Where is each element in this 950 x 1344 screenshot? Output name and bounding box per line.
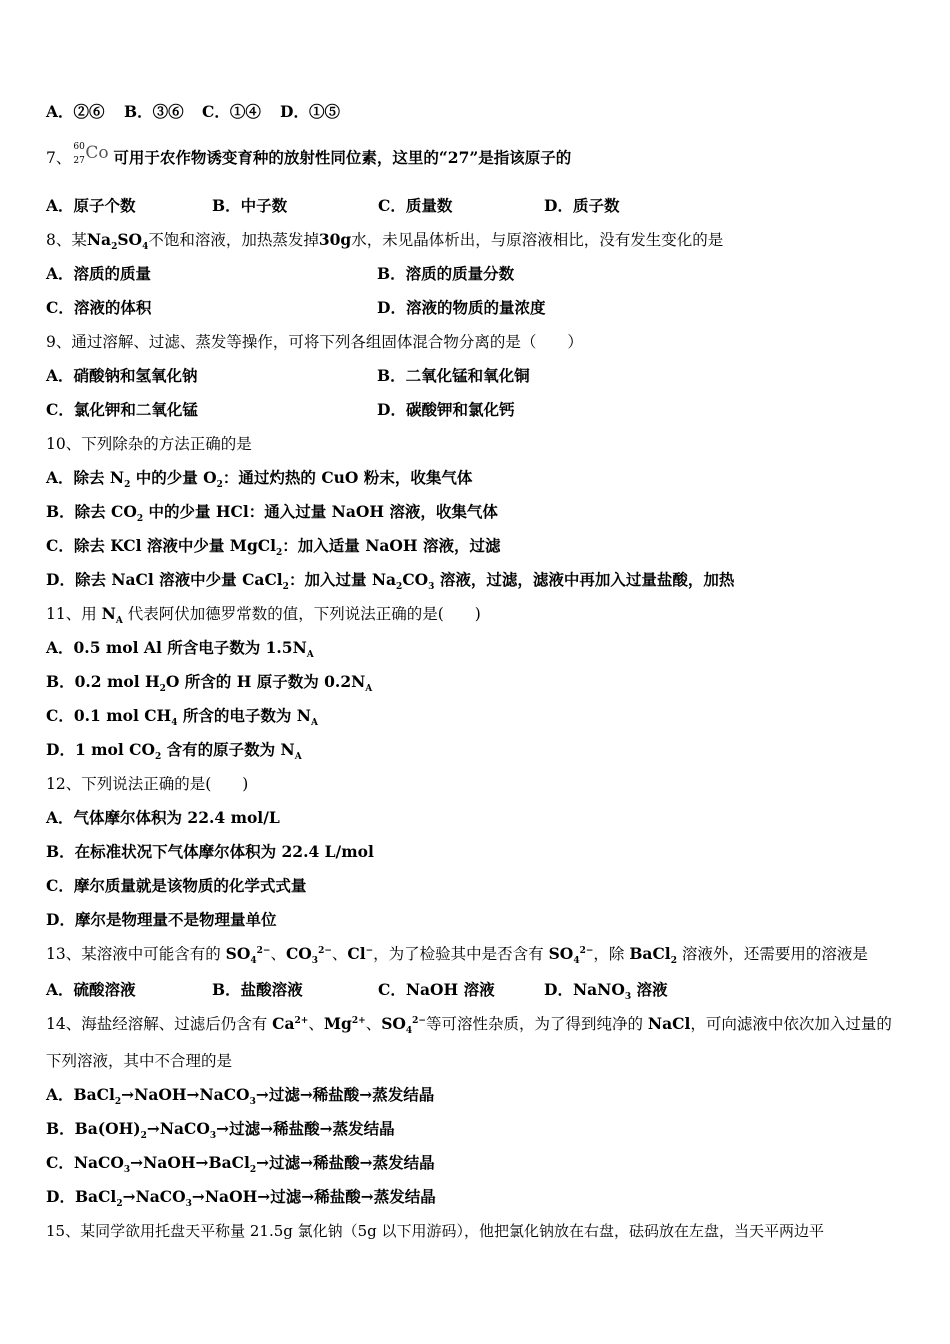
- q7-number: 7、: [46, 149, 72, 167]
- q7-option-a: A．原子个数: [46, 196, 136, 215]
- question-8: [46, 230, 724, 253]
- q8-option-b: B．溶质的质量分数: [377, 264, 515, 283]
- q14-option-b: B．$Ba(OH)_2\to NaCO_3\to$过滤→稀盐酸→蒸发结晶: [46, 1119, 395, 1142]
- question-12: 12、下列说法正确的是( ): [46, 775, 249, 793]
- q9-options-row2: [46, 400, 514, 420]
- q8-formula: $Na_2SO_4$: [86, 230, 149, 253]
- q9-option-a: A．硝酸钠和氢氧化钠: [46, 366, 198, 385]
- q10-option-c: C．除去 KCl 溶液中少量 MgCl$_2$：加入适量 NaOH 溶液，过滤: [46, 536, 501, 559]
- q12-option-a: A．气体摩尔体积为 22.4 mol/L: [46, 808, 280, 827]
- q11-option-a: A．0.5 mol Al 所含电子数为 $1.5N_A$: [46, 638, 314, 661]
- q14-option-a: A．BaCl$_2$→NaOH→NaCO$_3$→过滤→稀盐酸→蒸发结晶: [46, 1085, 435, 1108]
- q6-option-a: A．②⑥: [46, 102, 105, 121]
- q13-option-d: D．NaNO$_3$ 溶液: [544, 980, 668, 1003]
- q12-option-c: C．摩尔质量就是该物质的化学式式量: [46, 876, 307, 895]
- q14-option-d: D．BaCl$_2$→NaCO$_3$→NaOH→过滤→稀盐酸→蒸发结晶: [46, 1187, 436, 1210]
- q7-text: 可用于农作物诱变育种的放射性同位素，这里的“27”是指该原子的: [113, 148, 572, 167]
- question-13: 13、某溶液中可能含有的 $SO_4^{2-}$、$CO_3^{2-}$、Cl−，为了检验其中是否含有 $SO_4^{2-}$，除 BaCl$_2$ 溶液外，还需要用的溶液是: [46, 944, 868, 967]
- q11-option-b: B．0.2 mol $H_2O$ 所含的 H 原子数为 $0.2N_A$: [46, 672, 373, 695]
- q7-options: [46, 196, 619, 216]
- q9-option-b: B．二氧化锰和氧化铜: [377, 366, 530, 385]
- question-14: 14、海盐经溶解、过滤后仍含有 $Ca^{2+}$、$Mg^{2+}$、$SO_4^{2-}$等可溶性杂质，为了得到纯净的 NaCl，可向滤液中依次加入过量的: [46, 1014, 892, 1037]
- q10-option-b: B．除去 $CO_2$ 中的少量 HCl：通入过量 NaOH 溶液，收集气体: [46, 502, 498, 525]
- q13-option-a: A．硫酸溶液: [46, 980, 136, 999]
- q10-option-d: D．除去 NaCl 溶液中少量 CaCl$_2$：加入过量 $Na_2CO_3$ 溶液，过滤，滤液中再加入过量盐酸，加热: [46, 570, 735, 593]
- q9-option-c: C．氯化钾和二氧化锰: [46, 400, 198, 419]
- q8-options-row1: [46, 264, 514, 284]
- q14-option-c: C．NaCO$_3$→NaOH→BaCl$_2$→过滤→稀盐酸→蒸发结晶: [46, 1153, 435, 1176]
- q13-option-c: C．NaOH 溶液: [378, 980, 495, 999]
- q7-atomic-number: 27: [73, 156, 85, 166]
- q8-text: 不饱和溶液，加热蒸发掉: [148, 231, 319, 249]
- cobalt-nuclide: [71, 142, 113, 169]
- q13-option-b: B．盐酸溶液: [212, 980, 303, 999]
- question-14-cont: 下列溶液，其中不合理的是: [46, 1052, 233, 1070]
- q8-option-d: D．溶液的物质的量浓度: [377, 298, 546, 317]
- q12-option-d: D．摩尔是物理量不是物理量单位: [46, 910, 277, 929]
- q8-option-a: A．溶质的质量: [46, 264, 152, 283]
- q10-option-a: A．除去 $N_2$ 中的少量 $O_2$：通过灼热的 CuO 粉末，收集气体: [46, 468, 473, 491]
- q11-option-d: D．1 mol $CO_2$ 含有的原子数为 $N_A$: [46, 740, 302, 763]
- q7-option-b: B．中子数: [212, 196, 288, 215]
- q7-mass-number: 60: [73, 142, 85, 152]
- q7-option-c: C．质量数: [378, 196, 453, 215]
- q6-option-b: B．③⑥: [124, 102, 184, 121]
- q7-option-d: D．质子数: [544, 196, 620, 215]
- q8-option-c: C．溶液的体积: [46, 298, 152, 317]
- question-9: 9、通过溶解、过滤、蒸发等操作，可将下列各组固体混合物分离的是（ ）: [46, 333, 583, 351]
- q8-mass: 30g: [318, 230, 352, 249]
- q9-options-row1: [46, 366, 530, 386]
- question-7: [46, 142, 572, 169]
- q7-element-symbol: Co: [85, 143, 109, 163]
- q13-options: [46, 980, 668, 1003]
- q6-option-d: D．①⑤: [280, 102, 340, 121]
- q8-prefix: 8、某: [46, 231, 87, 249]
- q6-option-c: C．①④: [202, 102, 261, 121]
- question-10: 10、下列除杂的方法正确的是: [46, 435, 252, 453]
- q8-options-row2: [46, 298, 545, 318]
- q11-option-c: C．0.1 mol $CH_4$ 所含的电子数为 $N_A$: [46, 706, 318, 729]
- question-15: 15、某同学欲用托盘天平称量 21.5g 氯化钠（5g 以下用游码），他把氯化钠放在右盘，砝码放在左盘，当天平两边平: [46, 1222, 825, 1240]
- q12-option-b: B．在标准状况下气体摩尔体积为 22.4 L/mol: [46, 842, 374, 861]
- q9-option-d: D．碳酸钾和氯化钙: [377, 400, 515, 419]
- q8-text2: 水，未见晶体析出，与原溶液相比，没有发生变化的是: [351, 231, 724, 249]
- question-11: 11、用 $N_A$ 代表阿伏加德罗常数的值，下列说法正确的是( ): [46, 604, 481, 627]
- q6-options: [46, 102, 340, 122]
